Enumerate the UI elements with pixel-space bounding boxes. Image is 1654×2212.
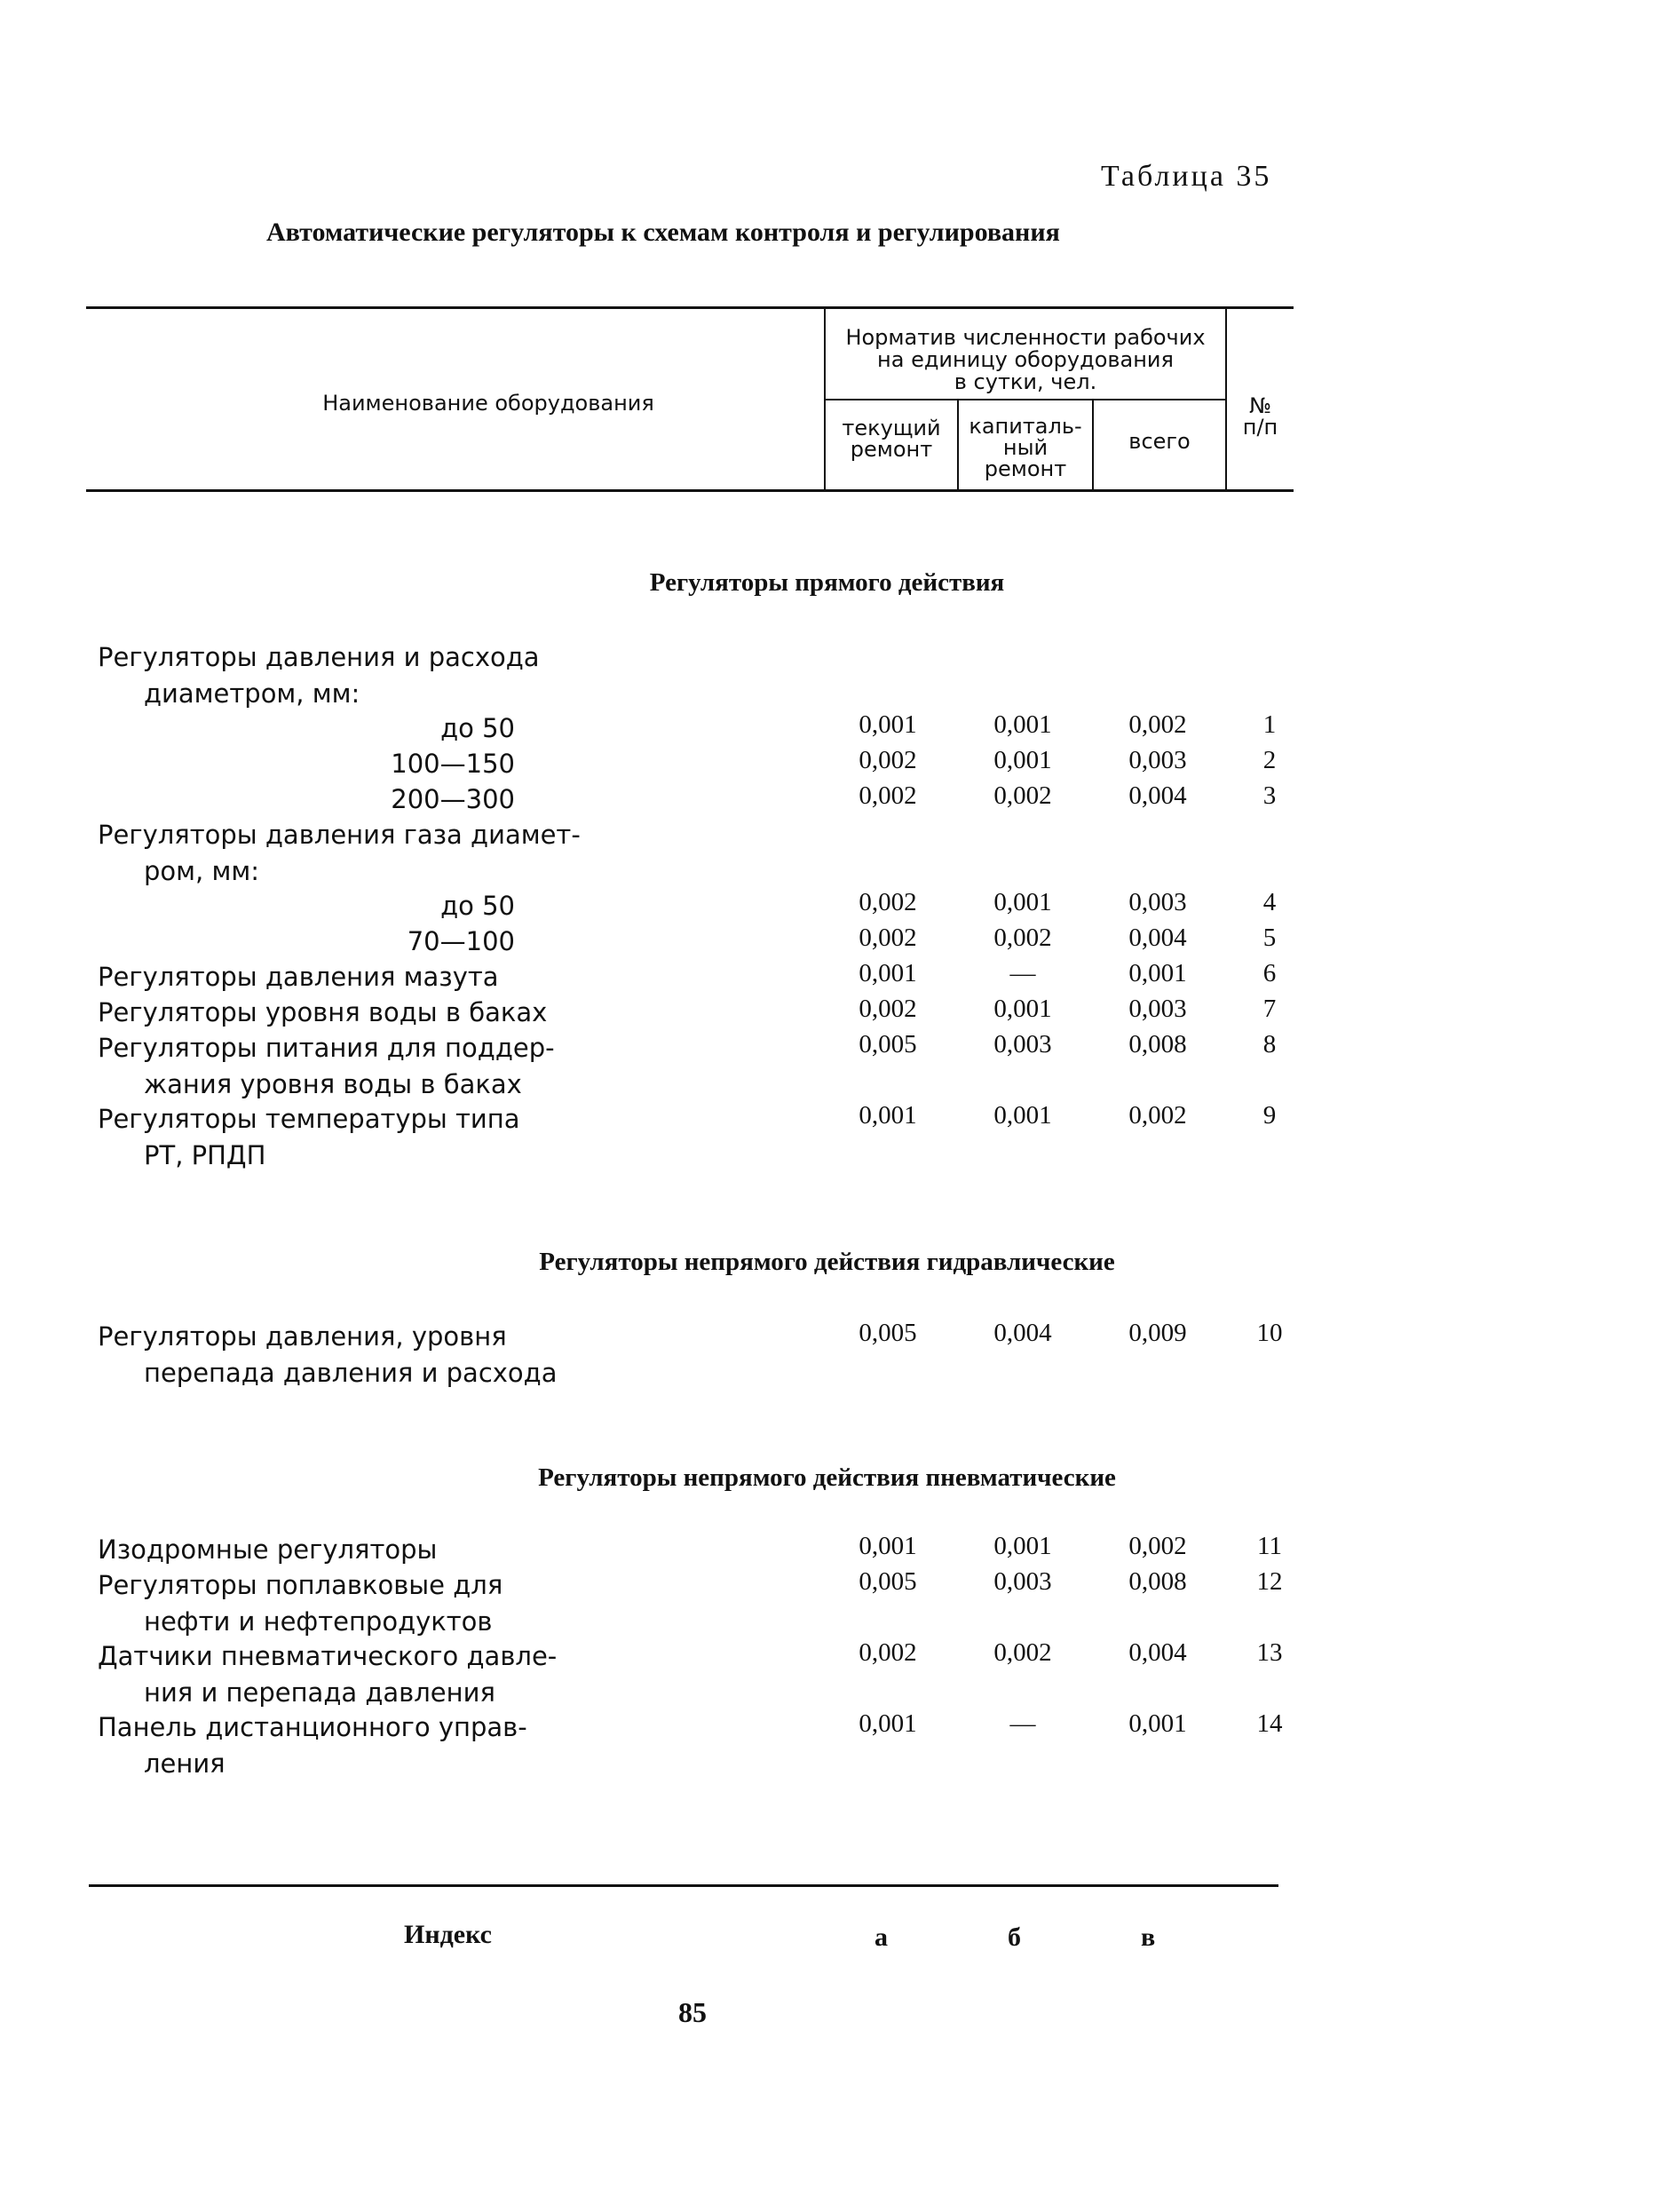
row-name: [98, 1030, 555, 1103]
cell-current: 0,001: [859, 710, 917, 739]
cell-capital: 0,002: [993, 1638, 1052, 1667]
header-line: ремонт: [850, 437, 933, 462]
row-name-line: Регуляторы питания для поддер-: [98, 1033, 555, 1063]
cell-total: 0,008: [1128, 1567, 1187, 1596]
header-total: всего: [1128, 429, 1191, 454]
table-title: Автоматические регуляторы к схемам контроля и регулирования: [266, 218, 1060, 247]
cell-capital: 0,001: [993, 995, 1052, 1023]
cell-current: 0,002: [859, 746, 917, 774]
index-c: в: [1141, 1923, 1156, 1952]
cell-total: 0,003: [1128, 995, 1187, 1023]
cell-total: 0,004: [1128, 781, 1187, 810]
header-current-repair: [826, 417, 957, 460]
cell-number: 4: [1262, 888, 1277, 916]
cell-current: 0,001: [859, 1709, 917, 1738]
cell-capital: 0,001: [993, 1532, 1052, 1560]
cell-capital: 0,002: [993, 781, 1052, 810]
row-name-line: РТ, РПДП: [144, 1140, 266, 1170]
cell-total: 0,003: [1128, 888, 1187, 916]
cell-number: 5: [1262, 924, 1277, 952]
cell-total: 0,004: [1128, 924, 1187, 952]
cell-capital: 0,001: [993, 888, 1052, 916]
cell-capital: 0,002: [993, 924, 1052, 952]
cell-total: 0,002: [1128, 1101, 1187, 1130]
row-name-line: жания уровня воды в баках: [144, 1069, 522, 1099]
row-name-line: перепада давления и расхода: [144, 1358, 558, 1388]
section-title: Регуляторы непрямого действия гидравлические: [539, 1248, 1115, 1276]
cell-number: 2: [1262, 746, 1277, 774]
section-title: Регуляторы непрямого действия пневматические: [538, 1463, 1116, 1492]
header-line: капиталь-: [969, 414, 1082, 439]
header-norm-group: [826, 327, 1225, 393]
header-name-column: Наименование оборудования: [322, 391, 654, 416]
cell-current: 0,002: [859, 1638, 917, 1667]
cell-capital: 0,001: [993, 1101, 1052, 1130]
cell-current: 0,005: [859, 1319, 917, 1347]
cell-number: 10: [1256, 1319, 1283, 1347]
row-name-line: Регуляторы давления, уровня: [98, 1321, 507, 1352]
cell-total: 0,009: [1128, 1319, 1187, 1347]
row-name: до 50: [440, 891, 515, 921]
row-name-line: Регуляторы поплавковые для: [98, 1570, 503, 1600]
row-name: Регуляторы уровня воды в баках: [98, 997, 548, 1027]
header-top-rule: [86, 306, 1294, 309]
cell-current: 0,002: [859, 781, 917, 810]
cell-total: 0,008: [1128, 1030, 1187, 1058]
page-number: 85: [678, 1996, 707, 2028]
group-line: Регуляторы давления газа диамет-: [98, 820, 581, 850]
group-line: диаметром, мм:: [144, 678, 360, 709]
cell-current: 0,002: [859, 888, 917, 916]
cell-number: 9: [1262, 1101, 1277, 1130]
row-name-line: нефти и нефтепродуктов: [144, 1606, 493, 1637]
row-name: [98, 1101, 520, 1174]
section-title: Регуляторы прямого действия: [649, 568, 1005, 597]
group-line: ром, мм:: [144, 856, 259, 886]
header-line: №: [1249, 393, 1271, 418]
index-a: а: [874, 1923, 888, 1952]
header-bottom-rule: [86, 489, 1294, 492]
cell-capital: —: [1009, 959, 1036, 987]
cell-number: 8: [1262, 1030, 1277, 1058]
cell-number: 12: [1256, 1567, 1283, 1596]
header-line: текущий: [842, 416, 941, 440]
cell-number: 13: [1256, 1638, 1283, 1667]
row-name: 200—300: [391, 784, 515, 814]
cell-current: 0,002: [859, 924, 917, 952]
header-capital-repair: [959, 416, 1092, 480]
cell-current: 0,001: [859, 1101, 917, 1130]
header-number: [1227, 395, 1294, 438]
cell-capital: —: [1009, 1709, 1036, 1738]
cell-current: 0,001: [859, 1532, 917, 1560]
row-name-line: Датчики пневматического давле-: [98, 1641, 558, 1671]
header-line: ный: [1002, 435, 1049, 460]
cell-number: 11: [1257, 1532, 1282, 1560]
header-group-line: на единицу оборудования: [877, 347, 1174, 372]
row-name: [98, 1319, 558, 1391]
group-label: [98, 817, 581, 890]
row-name: 70—100: [407, 926, 515, 956]
header-line: п/п: [1242, 415, 1278, 440]
row-name-line: ния и перепада давления: [144, 1677, 495, 1708]
cell-number: 7: [1262, 995, 1277, 1023]
cell-capital: 0,004: [993, 1319, 1052, 1347]
group-label: [98, 639, 540, 712]
table-label: Таблица 35: [1101, 160, 1272, 193]
index-label: Индекс: [404, 1920, 492, 1949]
cell-current: 0,005: [859, 1567, 917, 1596]
row-name: Изодромные регуляторы: [98, 1534, 438, 1565]
cell-total: 0,001: [1128, 959, 1187, 987]
cell-number: 14: [1256, 1709, 1283, 1738]
cell-total: 0,002: [1128, 1532, 1187, 1560]
cell-capital: 0,003: [993, 1030, 1052, 1058]
cell-current: 0,001: [859, 959, 917, 987]
row-name: до 50: [440, 713, 515, 743]
cell-total: 0,003: [1128, 746, 1187, 774]
row-name: [98, 1567, 503, 1640]
row-name: Регуляторы давления мазута: [98, 962, 499, 992]
cell-number: 6: [1262, 959, 1277, 987]
cell-capital: 0,001: [993, 710, 1052, 739]
cell-capital: 0,001: [993, 746, 1052, 774]
cell-capital: 0,003: [993, 1567, 1052, 1596]
row-name-line: Регуляторы температуры типа: [98, 1104, 520, 1134]
header-group-line: Норматив численности рабочих: [845, 325, 1206, 350]
header-group-line: в сутки, чел.: [954, 369, 1097, 394]
cell-current: 0,002: [859, 995, 917, 1023]
index-b: б: [1008, 1923, 1021, 1952]
footer-rule: [89, 1884, 1278, 1887]
cell-number: 3: [1262, 781, 1277, 810]
group-line: Регуляторы давления и расхода: [98, 642, 540, 672]
row-name: [98, 1709, 527, 1782]
header-line: ремонт: [984, 456, 1067, 481]
row-name-line: Панель дистанционного управ-: [98, 1712, 527, 1742]
row-name: 100—150: [391, 749, 515, 779]
cell-number: 1: [1262, 710, 1277, 739]
row-name: [98, 1638, 557, 1711]
cell-current: 0,005: [859, 1030, 917, 1058]
cell-total: 0,004: [1128, 1638, 1187, 1667]
header-group-rule: [824, 399, 1225, 400]
row-name-line: ления: [144, 1748, 226, 1779]
cell-total: 0,002: [1128, 710, 1187, 739]
cell-total: 0,001: [1128, 1709, 1187, 1738]
